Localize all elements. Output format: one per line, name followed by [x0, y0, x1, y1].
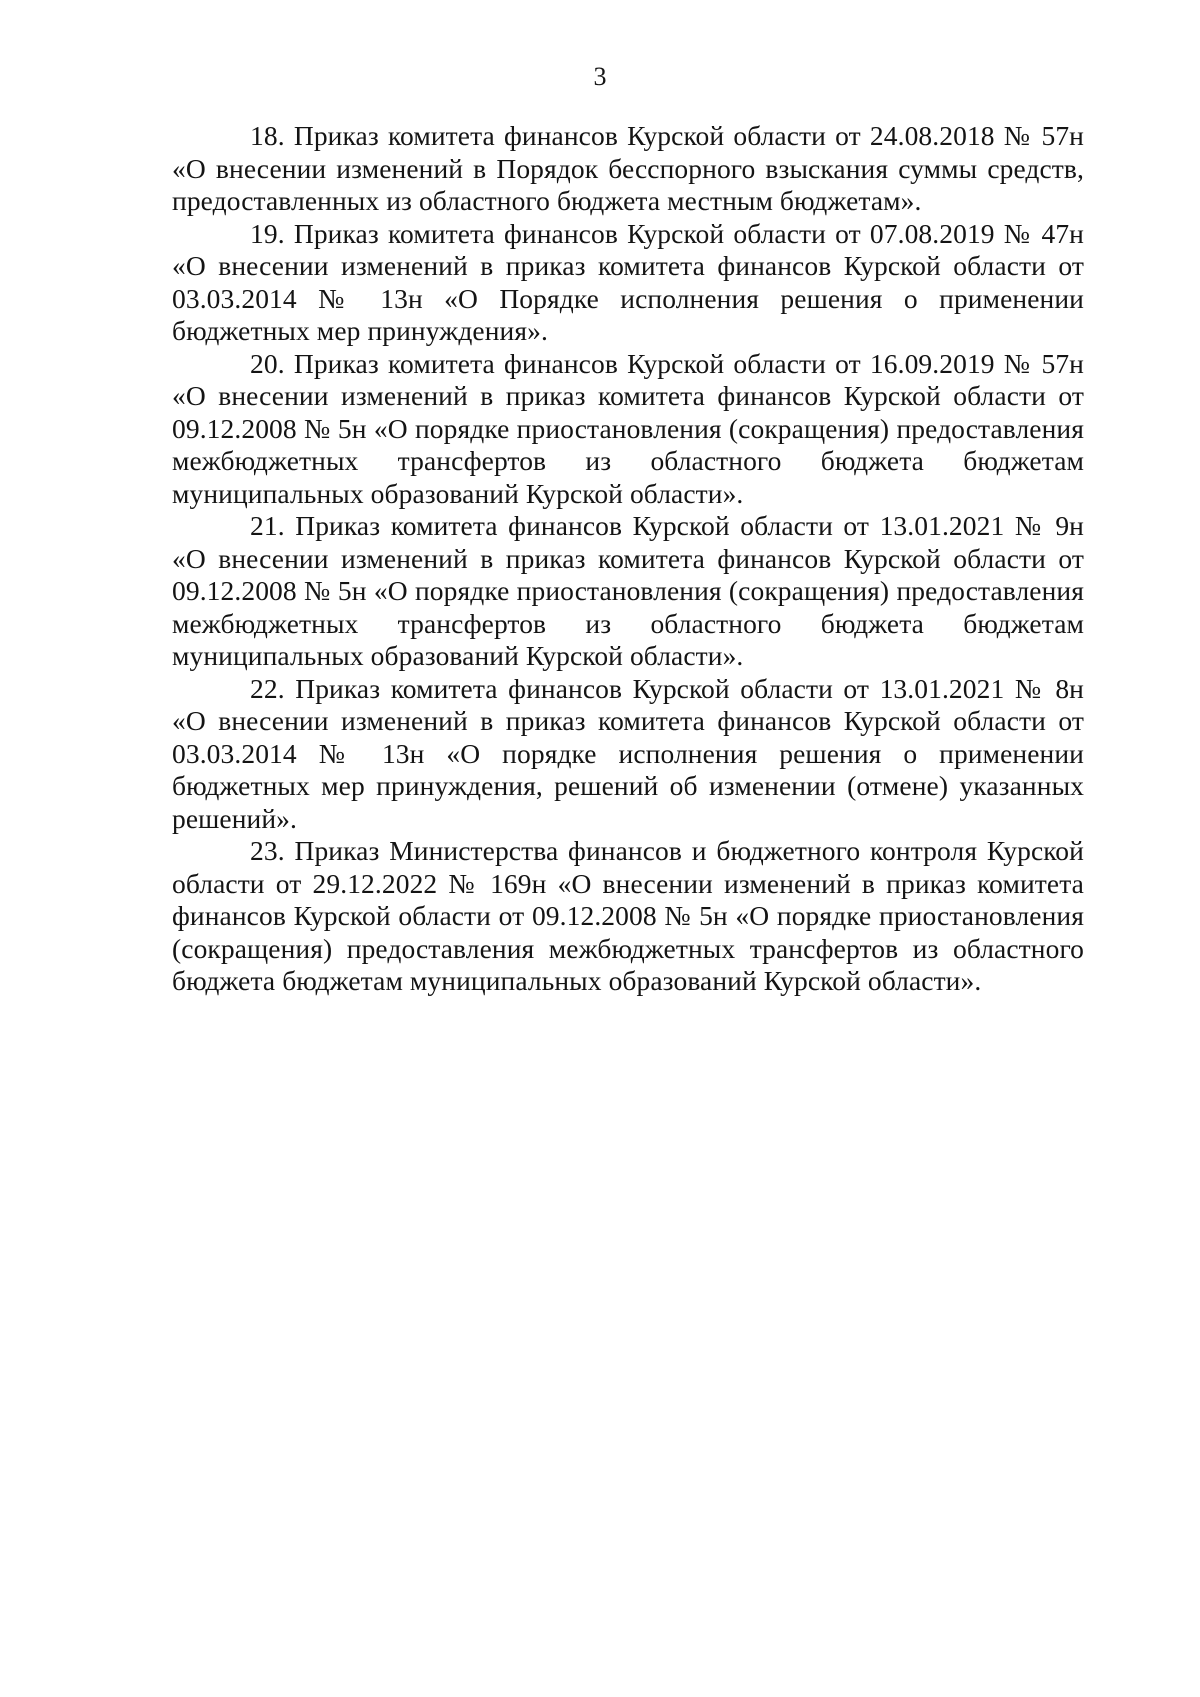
document-body: [172, 120, 1084, 998]
item-text: Приказ комитета финансов Курской области от 24.08.2018 № 57н «О внесении изменений в Порядок бесспорного взыскания суммы средств, предоставленных из областного бюджета местным бюджетам».: [172, 120, 1084, 216]
item-text: Приказ комитета финансов Курской области от 13.01.2021 № 9н «О внесении изменений в приказ комитета финансов Курской области от 09.12.2008 № 5н «О порядке приостановления (сокращения) предоставления межбюджетных трансфертов из областного бюджета бюджетам муниципальных образований Курской области».: [172, 510, 1084, 671]
item-text: Приказ комитета финансов Курской области от 07.08.2019 № 47н «О внесении изменений в приказ комитета финансов Курской области от 03.03.2014 № 13н «О Порядке исполнения решения о применении бюджетных мер принуждения».: [172, 217, 1084, 346]
list-item-19: [172, 218, 1084, 348]
item-text: Приказ комитета финансов Курской области от 16.09.2019 № 57н «О внесении изменений в приказ комитета финансов Курской области от 09.12.2008 № 5н «О порядке приостановления (сокращения) предоставления межбюджетных трансфертов из областного бюджета бюджетам муниципальных образований Курской области».: [172, 347, 1084, 509]
item-number: 23.: [250, 835, 285, 866]
list-item-21: [172, 510, 1084, 673]
item-number: 22.: [250, 672, 285, 704]
item-number: 20.: [250, 347, 285, 379]
list-item-18: [172, 120, 1084, 218]
page-number: 3: [593, 62, 607, 91]
item-text: Приказ Министерства финансов и бюджетного контроля Курской области от 29.12.2022 № 169н «О внесении изменений в приказ комитета финансов Курской области от 09.12.2008 № 5н «О порядке приостановления (сокращения) предоставления межбюджетных трансфертов из областного бюджета бюджетам муниципальных образований Курской области».: [172, 835, 1084, 996]
list-item-23: [172, 835, 1084, 998]
item-text: Приказ комитета финансов Курской области от 13.01.2021 № 8н «О внесении изменений в приказ комитета финансов Курской области от 03.03.2014 № 13н «О порядке исполнения решения о применении бюджетных мер принуждения, решений об изменении (отмене) указанных решений».: [172, 672, 1084, 834]
list-item-22: [172, 673, 1084, 836]
list-item-20: [172, 348, 1084, 511]
item-number: 21.: [250, 510, 285, 541]
item-number: 19.: [250, 217, 285, 249]
item-number: 18.: [250, 120, 285, 151]
